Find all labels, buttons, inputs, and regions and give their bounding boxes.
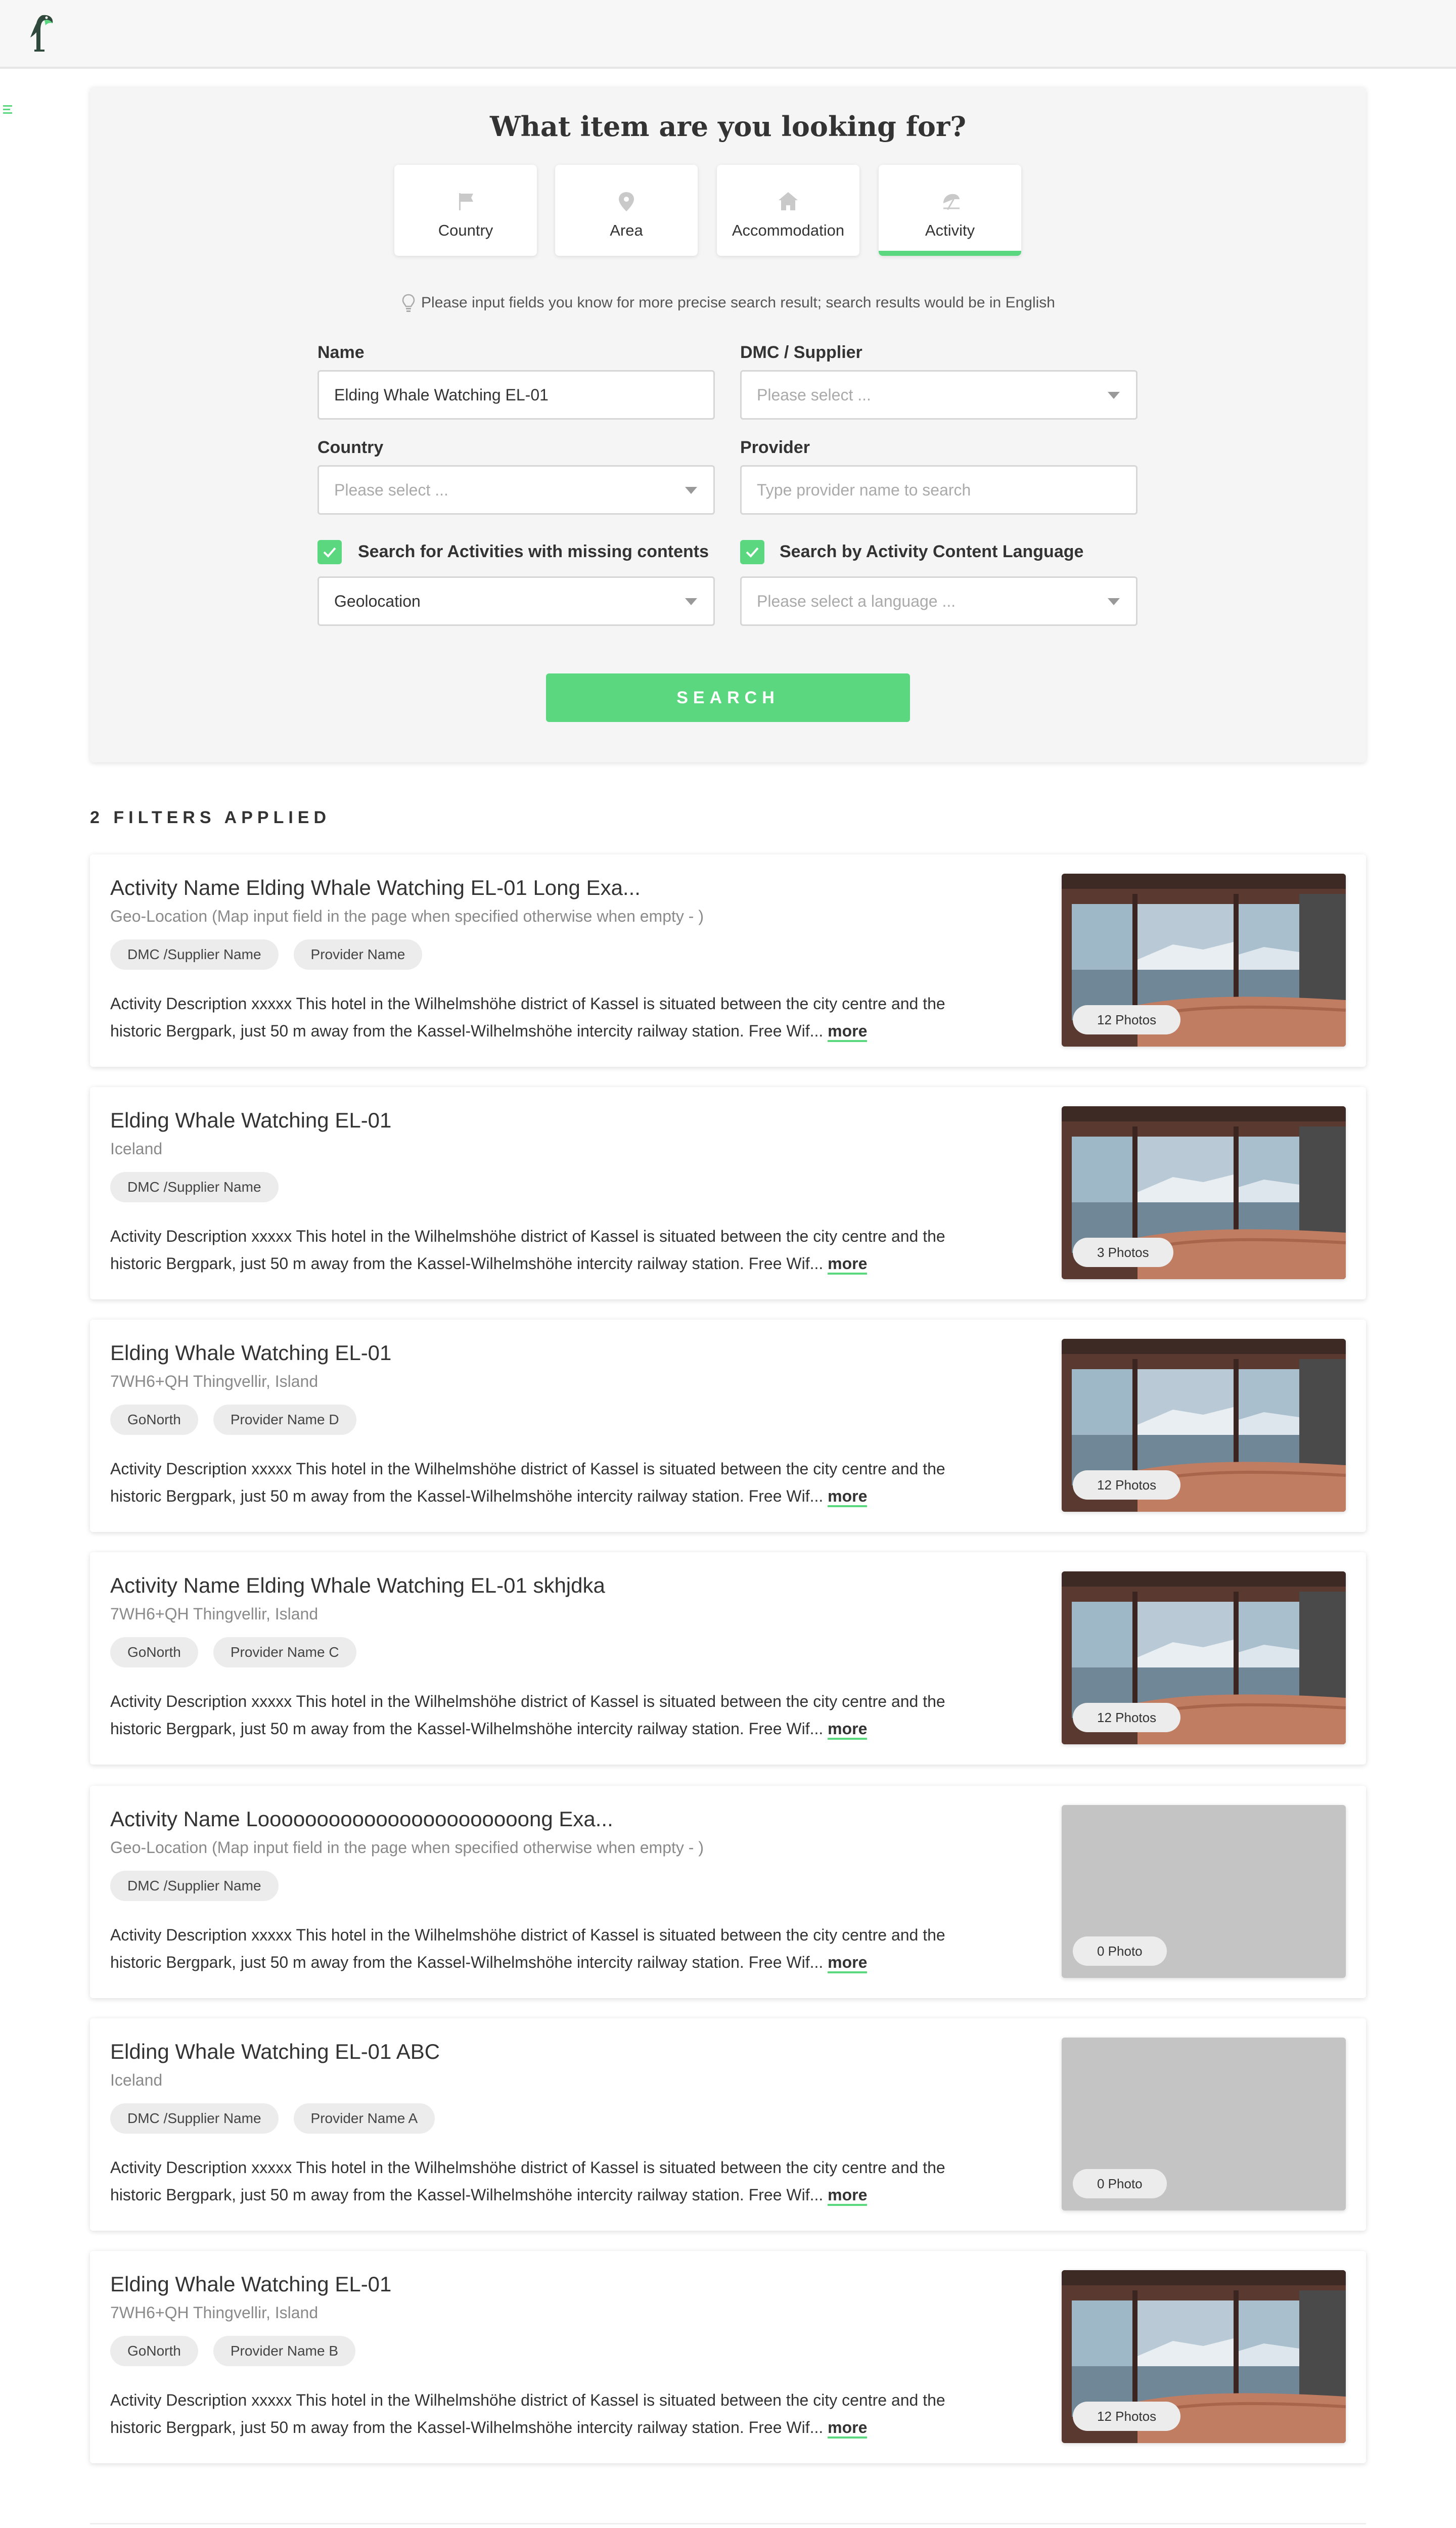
result-location: Iceland <box>110 1140 163 1158</box>
result-tags <box>110 2103 435 2134</box>
result-location: 7WH6+QH Thingvellir, Island <box>110 1372 318 1390</box>
result-photo[interactable] <box>1062 874 1346 1047</box>
result-description-line2: historic Bergpark, just 50 m away from the Kassel-Wilhelmshöhe intercity railway station. Free Wif... <box>110 1953 824 1971</box>
search-hint-text: Please input fields you know for more precise search result; search results would be in English <box>421 294 1055 311</box>
tag-chip[interactable]: GoNorth <box>110 2336 198 2366</box>
result-card[interactable] <box>90 1087 1366 1299</box>
result-location: Geo-Location (Map input field in the page when specified otherwise when empty - ) <box>110 1838 704 1857</box>
result-photo[interactable] <box>1062 1571 1346 1744</box>
tag-chip[interactable]: Provider Name B <box>213 2336 355 2366</box>
country-select[interactable] <box>317 465 715 515</box>
photo-count-badge[interactable]: 12 Photos <box>1073 2402 1180 2431</box>
result-photo[interactable] <box>1062 2038 1346 2210</box>
result-description-line1: Activity Description xxxxx This hotel in the Wilhelmshöhe district of Kassel is situated between the city centre and the <box>110 1227 945 1245</box>
supplier-select-placeholder: Please select ... <box>757 386 871 404</box>
result-description-line2: historic Bergpark, just 50 m away from the Kassel-Wilhelmshöhe intercity railway station. Free Wif... <box>110 2186 824 2204</box>
checkmark-icon <box>744 544 760 560</box>
result-description <box>110 990 1071 1045</box>
result-description-line2: historic Bergpark, just 50 m away from the Kassel-Wilhelmshöhe intercity railway station. Free Wif... <box>110 1254 824 1273</box>
result-title[interactable]: Activity Name Looooooooooooooooooooooong Exa... <box>110 1807 613 1831</box>
result-tags <box>110 1637 356 1667</box>
result-description-line2: historic Bergpark, just 50 m away from the Kassel-Wilhelmshöhe intercity railway station. Free Wif... <box>110 2418 824 2436</box>
result-description-line1: Activity Description xxxxx This hotel in the Wilhelmshöhe district of Kassel is situated between the city centre and the <box>110 1692 945 1710</box>
result-card[interactable] <box>90 1320 1366 1532</box>
filters-applied: 2 FILTERS APPLIED <box>90 808 331 827</box>
divider <box>90 2523 1366 2524</box>
more-link[interactable]: more <box>828 1953 867 1973</box>
more-link[interactable]: more <box>828 1487 867 1507</box>
result-description-line1: Activity Description xxxxx This hotel in the Wilhelmshöhe district of Kassel is situated between the city centre and the <box>110 1926 945 1944</box>
result-description-line2: historic Bergpark, just 50 m away from the Kassel-Wilhelmshöhe intercity railway station. Free Wif... <box>110 1720 824 1738</box>
activity-icon <box>879 190 1021 212</box>
missing-contents-label: Search for Activities with missing contents <box>358 542 709 561</box>
name-label: Name <box>317 343 365 362</box>
result-description <box>110 2154 1071 2208</box>
lightbulb-icon <box>401 293 416 313</box>
home-icon <box>717 190 859 212</box>
result-card[interactable] <box>90 1552 1366 1765</box>
chevron-down-icon <box>1108 392 1120 399</box>
language-select-placeholder: Please select a language ... <box>757 592 956 610</box>
result-description <box>110 2386 1071 2441</box>
result-tags <box>110 939 422 970</box>
result-photo[interactable] <box>1062 1106 1346 1279</box>
result-tags <box>110 2336 355 2366</box>
tag-chip[interactable]: Provider Name A <box>294 2103 435 2134</box>
result-tags <box>110 1172 279 1202</box>
tag-chip[interactable]: Provider Name C <box>213 1637 356 1667</box>
result-description-line1: Activity Description xxxxx This hotel in the Wilhelmshöhe district of Kassel is situated between the city centre and the <box>110 2391 945 2409</box>
tag-chip[interactable]: DMC /Supplier Name <box>110 2103 279 2134</box>
photo-count-badge[interactable]: 12 Photos <box>1073 1703 1180 1732</box>
photo-count-badge[interactable]: 12 Photos <box>1073 1470 1180 1500</box>
result-title[interactable]: Elding Whale Watching EL-01 <box>110 1108 392 1132</box>
result-title[interactable]: Elding Whale Watching EL-01 <box>110 1341 392 1365</box>
tab-accommodation-label: Accommodation <box>732 221 845 239</box>
tag-chip[interactable]: DMC /Supplier Name <box>110 1871 279 1901</box>
search-button[interactable]: SEARCH <box>546 673 910 722</box>
language-label: Search by Activity Content Language <box>780 542 1084 561</box>
country-label: Country <box>317 438 384 457</box>
more-link[interactable]: more <box>828 1254 867 1275</box>
tab-accommodation[interactable] <box>717 165 859 256</box>
result-card[interactable] <box>90 2251 1366 2463</box>
chevron-down-icon <box>1108 598 1120 605</box>
chevron-down-icon <box>685 487 697 494</box>
more-link[interactable]: more <box>828 1720 867 1740</box>
result-description <box>110 1921 1071 1976</box>
name-input[interactable] <box>317 370 715 420</box>
result-title[interactable]: Activity Name Elding Whale Watching EL-01 Long Exa... <box>110 876 641 899</box>
result-location: Geo-Location (Map input field in the page when specified otherwise when empty - ) <box>110 907 704 925</box>
photo-count-badge[interactable]: 0 Photo <box>1073 1936 1167 1966</box>
result-description-line1: Activity Description xxxxx This hotel in the Wilhelmshöhe district of Kassel is situated between the city centre and the <box>110 995 945 1013</box>
checkmark-icon <box>322 544 338 560</box>
photo-count-badge[interactable]: 3 Photos <box>1073 1238 1173 1267</box>
tag-chip[interactable]: DMC /Supplier Name <box>110 1172 279 1202</box>
tag-chip[interactable]: DMC /Supplier Name <box>110 939 279 970</box>
tag-chip[interactable]: GoNorth <box>110 1637 198 1667</box>
tab-area[interactable] <box>555 165 698 256</box>
country-select-placeholder: Please select ... <box>334 481 448 499</box>
search-hint <box>0 293 1456 313</box>
language-select[interactable] <box>740 576 1138 626</box>
flag-icon <box>394 190 537 212</box>
language-checkbox[interactable] <box>740 540 764 564</box>
more-link[interactable]: more <box>828 2418 867 2439</box>
result-card[interactable] <box>90 1786 1366 1998</box>
missing-contents-select-value: Geolocation <box>334 592 421 610</box>
more-link[interactable]: more <box>828 2186 867 2206</box>
result-description <box>110 1455 1071 1510</box>
result-title[interactable]: Elding Whale Watching EL-01 <box>110 2272 392 2296</box>
tag-chip[interactable]: GoNorth <box>110 1405 198 1435</box>
top-bar <box>0 0 1456 69</box>
provider-label: Provider <box>740 438 810 457</box>
tag-chip[interactable]: Provider Name D <box>213 1405 356 1435</box>
result-tags <box>110 1405 356 1435</box>
bird-logo-icon[interactable] <box>27 12 56 55</box>
result-title[interactable]: Activity Name Elding Whale Watching EL-01 skhjdka <box>110 1573 605 1597</box>
result-title[interactable]: Elding Whale Watching EL-01 ABC <box>110 2040 440 2063</box>
result-card[interactable] <box>90 854 1366 1067</box>
result-photo[interactable] <box>1062 1339 1346 1512</box>
result-description-line2: historic Bergpark, just 50 m away from the Kassel-Wilhelmshöhe intercity railway station. Free Wif... <box>110 1022 824 1040</box>
tab-activity[interactable] <box>879 165 1021 256</box>
result-description <box>110 1223 1071 1277</box>
tab-activity-label: Activity <box>925 221 975 239</box>
result-location: Iceland <box>110 2071 163 2089</box>
result-tags <box>110 1871 279 1901</box>
missing-contents-checkbox[interactable] <box>317 540 342 564</box>
result-photo[interactable] <box>1062 2270 1346 2443</box>
missing-contents-select[interactable] <box>317 576 715 626</box>
tag-chip[interactable]: Provider Name <box>294 939 423 970</box>
result-location: 7WH6+QH Thingvellir, Island <box>110 2304 318 2322</box>
result-card[interactable] <box>90 2018 1366 2231</box>
tab-country-label: Country <box>438 221 493 239</box>
chevron-down-icon <box>685 598 697 605</box>
supplier-label: DMC / Supplier <box>740 343 862 362</box>
search-title: What item are you looking for? <box>489 110 967 143</box>
result-description-line2: historic Bergpark, just 50 m away from the Kassel-Wilhelmshöhe intercity railway station. Free Wif... <box>110 1487 824 1505</box>
photo-count-badge[interactable]: 0 Photo <box>1073 2169 1167 2198</box>
result-description-line1: Activity Description xxxxx This hotel in the Wilhelmshöhe district of Kassel is situated between the city centre and the <box>110 2158 945 2177</box>
map-pin-icon <box>555 190 698 212</box>
tab-area-label: Area <box>610 221 643 239</box>
result-location: 7WH6+QH Thingvellir, Island <box>110 1605 318 1623</box>
result-description <box>110 1688 1071 1742</box>
photo-count-badge[interactable]: 12 Photos <box>1073 1005 1180 1034</box>
provider-input[interactable] <box>740 465 1138 515</box>
supplier-select[interactable] <box>740 370 1138 420</box>
tab-country[interactable] <box>394 165 537 256</box>
result-photo[interactable] <box>1062 1805 1346 1978</box>
result-description-line1: Activity Description xxxxx This hotel in the Wilhelmshöhe district of Kassel is situated between the city centre and the <box>110 1460 945 1478</box>
more-link[interactable]: more <box>828 1022 867 1042</box>
